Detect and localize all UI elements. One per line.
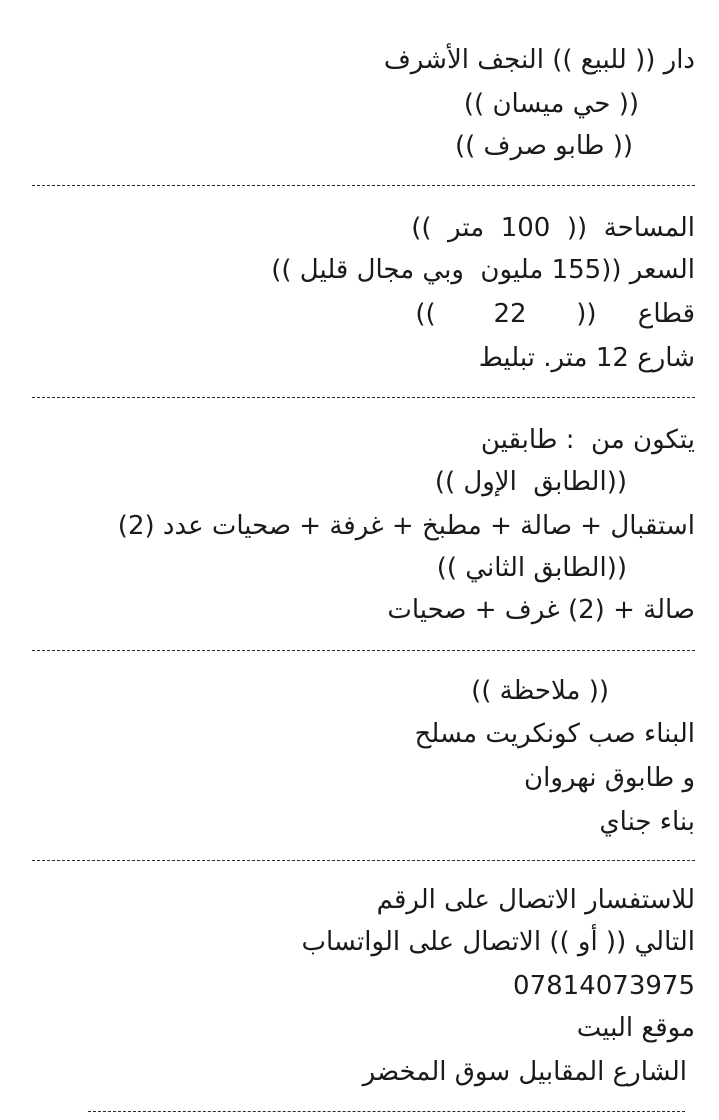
divider <box>32 397 695 398</box>
phone-number: 07814073975 <box>513 971 695 1001</box>
inquiry-text-2: التالي (( أو )) الاتصال على الواتساب <box>301 927 695 957</box>
sector: قطاع (( 22 )) <box>415 299 695 329</box>
composition: يتكون من : طابقين <box>480 425 695 455</box>
area: المساحة (( 100 متر )) <box>411 213 695 243</box>
divider <box>32 860 695 861</box>
note-title: (( ملاحظة )) <box>471 676 609 706</box>
inquiry-text-1: للاستفسار الاتصال على الرقم <box>376 885 695 915</box>
note-bricks: و طابوق نهروان <box>524 763 695 793</box>
floor1-rooms: استقبال + صالة + مطبخ + غرفة + صحيات عدد (2) <box>117 511 695 541</box>
note-construction: البناء صب كونكريت مسلح <box>414 719 695 749</box>
listing-title: دار (( للبيع )) النجف الأشرف <box>383 45 695 75</box>
floor1-title: ((الطابق الإول )) <box>434 467 627 497</box>
location-value: الشارع المقابيل سوق المخضر <box>362 1057 687 1087</box>
divider <box>32 650 695 651</box>
price: السعر ((155 مليون وبي مجال قليل )) <box>271 255 695 285</box>
neighborhood: (( حي ميسان )) <box>463 89 639 119</box>
floor2-title: ((الطابق الثاني )) <box>436 553 627 583</box>
divider <box>88 1111 685 1112</box>
street: شارع 12 متر. تبليط <box>478 343 695 373</box>
deed-type: (( طابو صرف )) <box>454 131 633 161</box>
floor2-rooms: صالة + (2) غرف + صحيات <box>387 595 695 625</box>
location-label: موقع البيت <box>576 1013 695 1043</box>
note-build: بناء جناي <box>599 807 695 837</box>
divider <box>32 185 695 186</box>
